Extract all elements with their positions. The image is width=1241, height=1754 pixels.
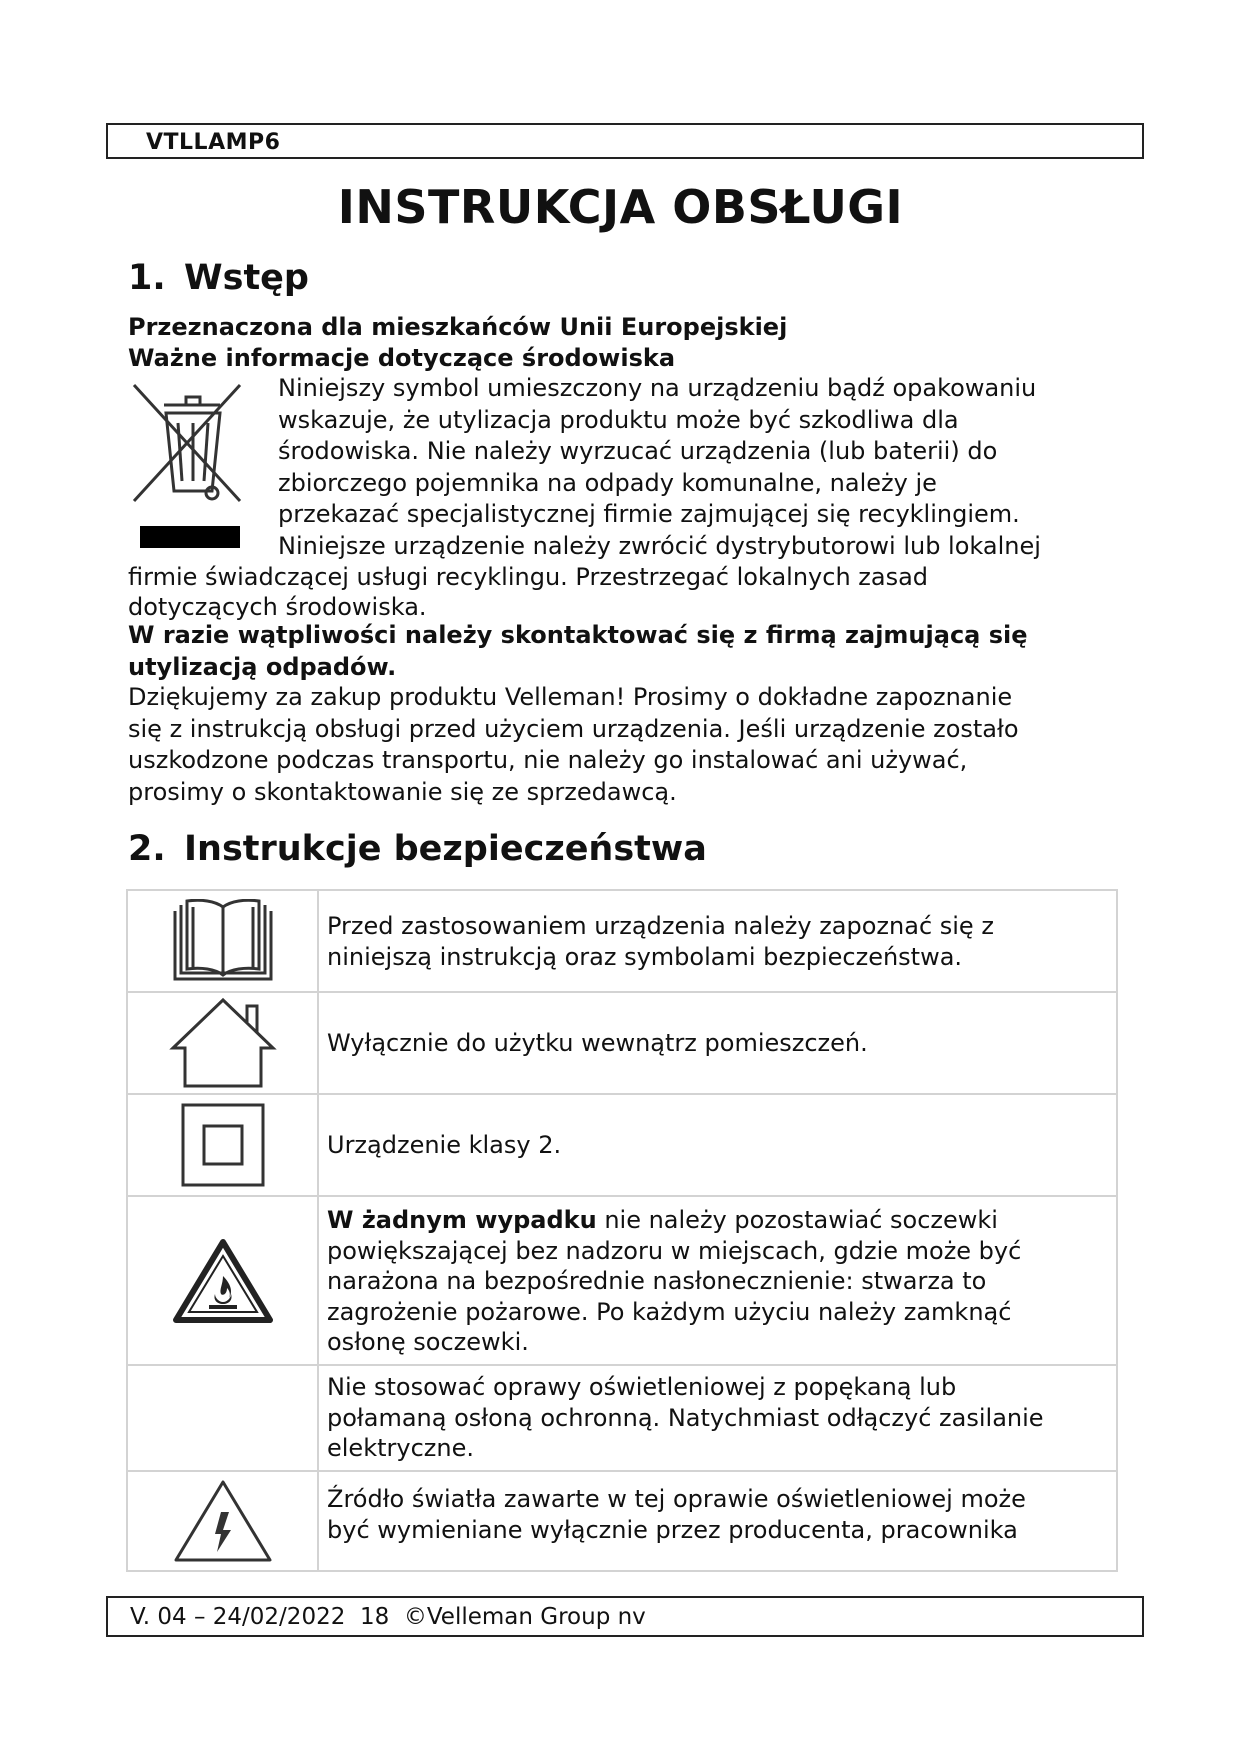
row-line: połamaną osłoną ochronną. Natychmiast odłączyć zasilanie — [327, 1403, 1044, 1432]
fire-warning-icon — [173, 1238, 273, 1324]
row-line: być wymieniane wyłącznie przez producenta, pracownika — [327, 1515, 1018, 1544]
electric-warning-icon — [173, 1478, 273, 1564]
house-icon — [169, 996, 277, 1090]
weee-paragraph — [278, 373, 1041, 562]
text-cell — [318, 1365, 1117, 1471]
weee-line: zbiorczego pojemnika na odpady komunalne, należy je — [278, 468, 937, 497]
doubt-paragraph — [128, 620, 1028, 683]
row-first-rest: nie należy pozostawiać soczewki — [596, 1206, 998, 1234]
row-line: Źródło światła zawarte w tej oprawie oświetleniowej może — [327, 1485, 1026, 1513]
weee-line: przekazać specjalistycznej firmie zajmującej się recyklingiem. — [278, 500, 1020, 528]
text-cell — [318, 1094, 1117, 1196]
safety-table — [126, 889, 1118, 1572]
book-icon — [171, 899, 275, 983]
icon-cell — [127, 992, 318, 1094]
weee-line: środowiska. Nie należy wyrzucać urządzenia (lub baterii) do — [278, 437, 998, 465]
row-first-line — [327, 1205, 1108, 1236]
doubt-line: utylizacją odpadów. — [128, 652, 397, 681]
icon-cell — [127, 1196, 318, 1365]
table-row — [127, 1365, 1117, 1471]
text-cell — [318, 992, 1117, 1094]
environment-info-line: Ważne informacje dotyczące środowiska — [128, 344, 676, 372]
text-cell — [318, 1471, 1117, 1571]
icon-cell — [127, 1471, 318, 1571]
weee-cont-line: dotyczących środowiska. — [128, 592, 427, 621]
weee-line: Niniejszy symbol umieszczony na urządzeniu bądź opakowaniu — [278, 374, 1037, 402]
table-row — [127, 1471, 1117, 1571]
section-1-heading — [128, 258, 309, 298]
row-line: Urządzenie klasy 2. — [327, 1130, 562, 1159]
eu-residents-line: Przeznaczona dla mieszkańców Unii Europejskiej — [128, 313, 788, 341]
footer-box — [106, 1596, 1144, 1637]
weee-continuation — [128, 562, 928, 621]
row-line: zagrożenie pożarowe. Po każdym użyciu należy zamknąć — [327, 1297, 1012, 1326]
text-cell — [318, 890, 1117, 992]
weee-bin-svg — [128, 383, 248, 558]
row-line: niniejszą instrukcją oraz symbolami bezpieczeństwa. — [327, 942, 963, 971]
row-bold-lead: W żadnym wypadku — [327, 1206, 597, 1234]
icon-cell — [127, 890, 318, 992]
row-line: elektryczne. — [327, 1434, 474, 1462]
row-line: osłonę soczewki. — [327, 1328, 529, 1356]
thanks-line: Dziękujemy za zakup produktu Velleman! Prosimy o dokładne zapoznanie — [128, 683, 1013, 711]
table-row — [127, 1094, 1117, 1196]
section-2-heading — [128, 829, 707, 869]
table-row — [127, 1196, 1117, 1365]
class2-icon — [180, 1102, 266, 1188]
section-2-title: Instrukcje bezpieczeństwa — [184, 829, 707, 869]
thanks-line: prosimy o skontaktowanie się ze sprzedawcą. — [128, 777, 677, 806]
row-line: Nie stosować oprawy oświetleniowej z popękaną lub — [327, 1373, 957, 1401]
row-line: Przed zastosowaniem urządzenia należy zapoznać się z — [327, 912, 994, 940]
thanks-line: uszkodzone podczas transportu, nie należy go instalować ani używać, — [128, 746, 968, 774]
thanks-line: się z instrukcją obsługi przed użyciem urządzenia. Jeśli urządzenie zostało — [128, 714, 1019, 743]
thanks-paragraph — [128, 682, 1019, 808]
model-code: VTLLAMP6 — [146, 130, 281, 155]
document-title: INSTRUKCJA OBSŁUGI — [337, 180, 904, 234]
icon-cell — [127, 1094, 318, 1196]
row-line: Wyłącznie do użytku wewnątrz pomieszczeń. — [327, 1028, 868, 1057]
weee-cont-line: firmie świadczącej usługi recyklingu. Przestrzegać lokalnych zasad — [128, 563, 929, 591]
header-box — [106, 123, 1144, 159]
section-1-title: Wstęp — [184, 258, 309, 298]
section-2-number: 2. — [128, 829, 166, 869]
icon-cell — [127, 1365, 318, 1471]
doubt-line: W razie wątpliwości należy skontaktować się z firmą zajmującą się — [128, 621, 1028, 649]
weee-line: wskazuje, że utylizacja produktu może być szkodliwa dla — [278, 405, 959, 434]
footer-text: V. 04 – 24/02/2022 18 ©Velleman Group nv — [130, 1604, 646, 1630]
section-1-number: 1. — [128, 258, 166, 298]
text-cell — [318, 1196, 1117, 1365]
row-line: powiększającej bez nadzoru w miejscach, gdzie może być — [327, 1236, 1022, 1265]
row-line: narażona na bezpośrednie nasłonecznienie: stwarza to — [327, 1267, 987, 1295]
table-row — [127, 890, 1117, 992]
table-row — [127, 992, 1117, 1094]
weee-bin-icon — [128, 383, 248, 558]
weee-line: Niniejsze urządzenie należy zwrócić dystrybutorowi lub lokalnej — [278, 531, 1041, 560]
